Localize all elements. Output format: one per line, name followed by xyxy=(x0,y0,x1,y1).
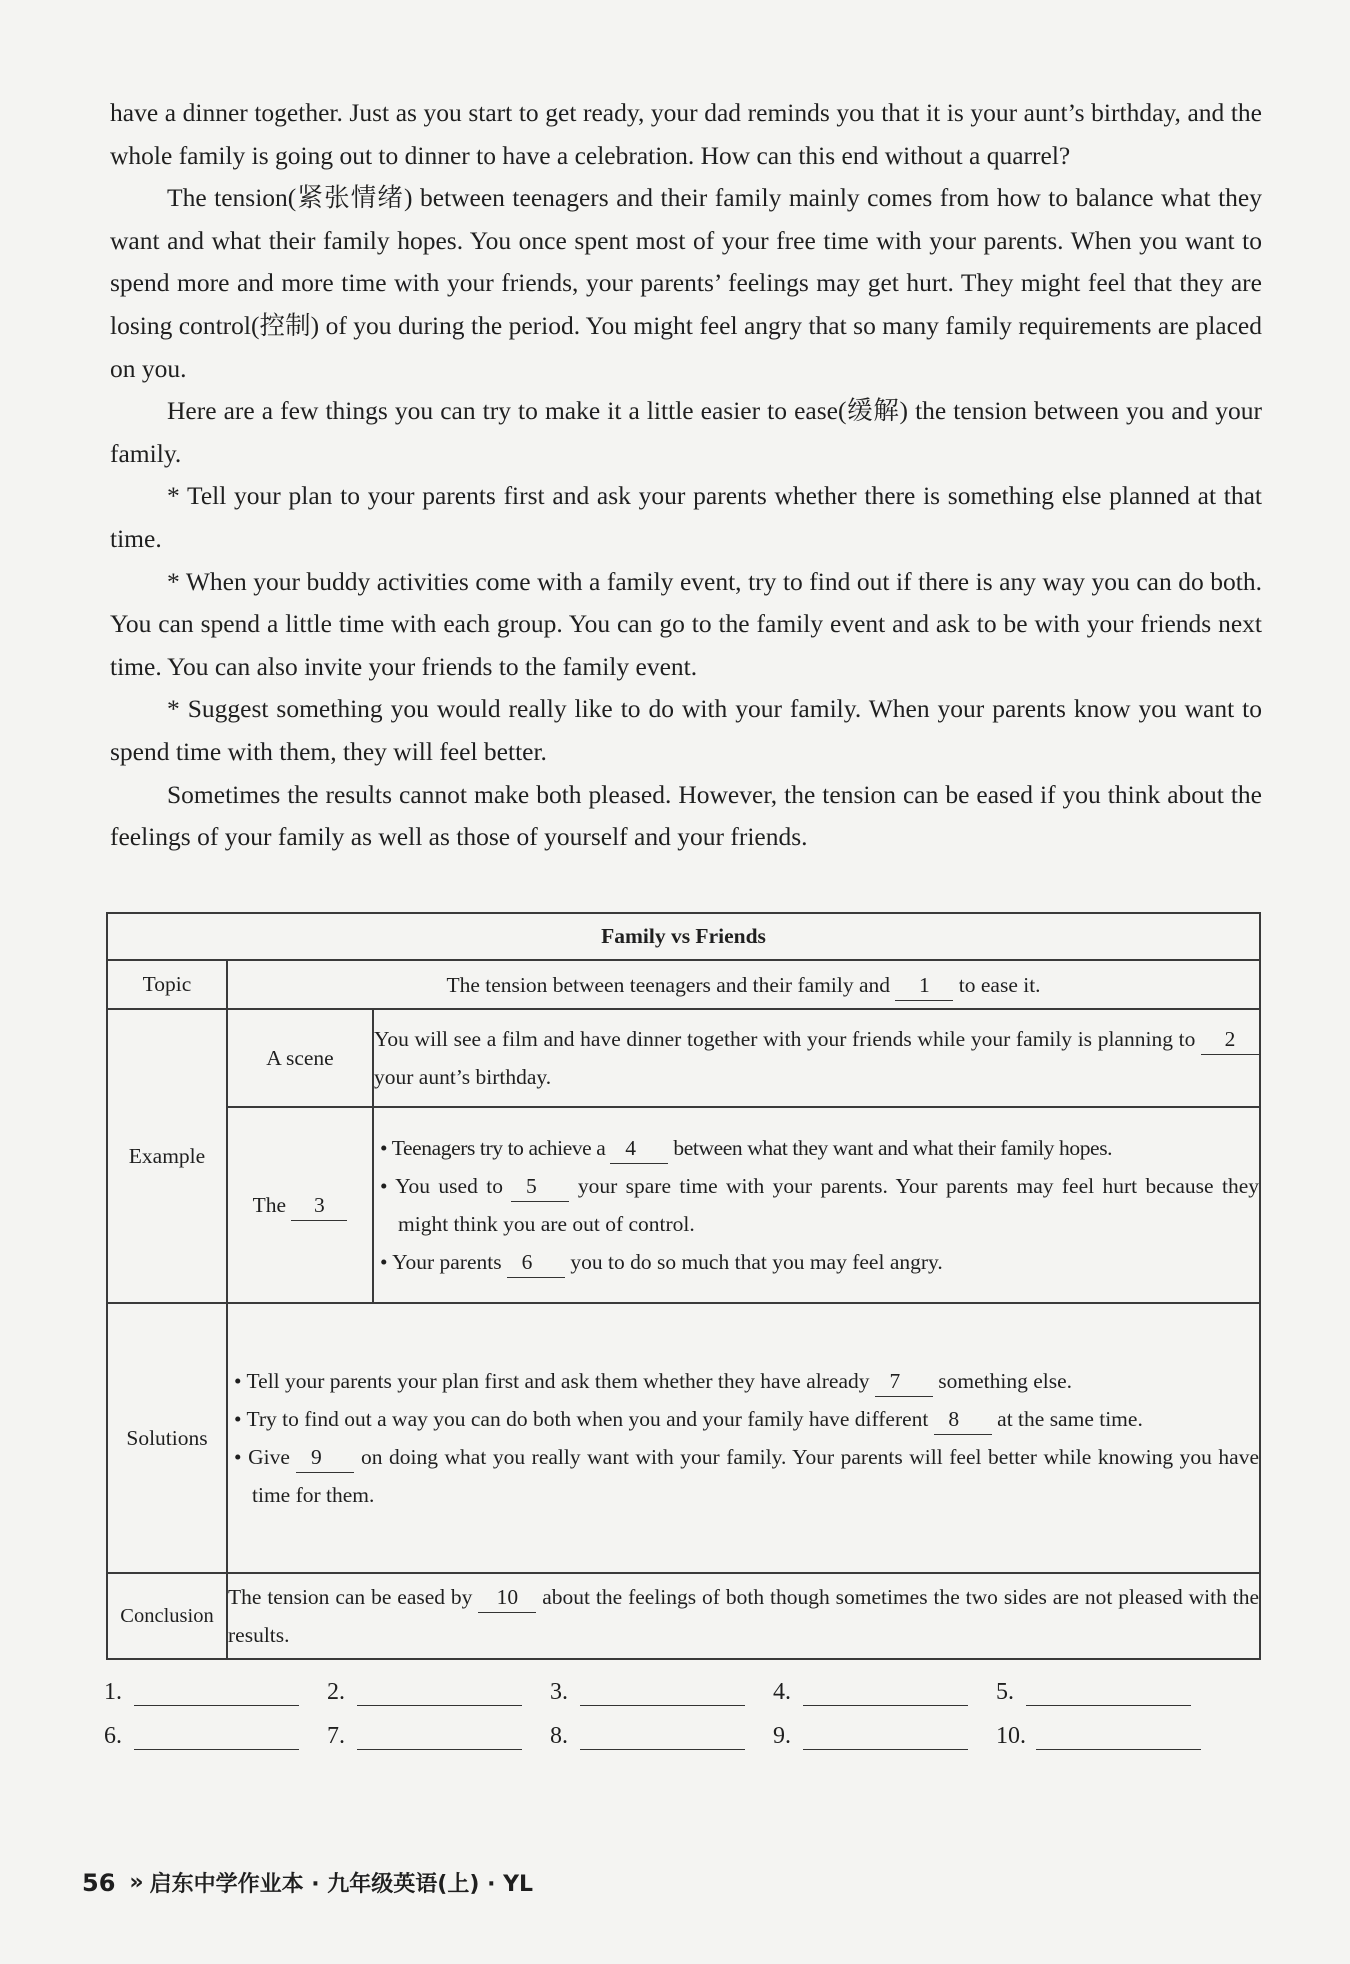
blank-1[interactable]: 1 xyxy=(895,970,953,1001)
bullet-item: • Your parents 6 you to do so much that you may feel angry. xyxy=(374,1243,1259,1281)
blank-6[interactable]: 6 xyxy=(507,1247,565,1278)
blank-9[interactable]: 9 xyxy=(296,1442,354,1473)
passage-paragraph: have a dinner together. Just as you start to get ready, your dad reminds you that it is your aunt’s birthday, and the whole family is going out to dinner to have a celebration. How can this end without a quarrel? xyxy=(110,98,1262,170)
topic-label: Topic xyxy=(107,960,227,1009)
answer-lines xyxy=(104,1662,1264,1750)
bullet-item: • Tell your parents your plan first and ask them whether they have already 7 something else. xyxy=(228,1362,1259,1400)
answer-line-8[interactable] xyxy=(580,1723,745,1750)
answer-line-5[interactable] xyxy=(1026,1679,1191,1706)
answer-slot: 10. xyxy=(996,1706,1219,1750)
bullet-item: • You used to 5 your spare time with your parents. Your parents may feel hurt because they might think you are out of control. xyxy=(374,1167,1259,1243)
blank-10[interactable]: 10 xyxy=(478,1582,536,1613)
answer-line-7[interactable] xyxy=(357,1723,522,1750)
scene-label: A scene xyxy=(227,1009,373,1107)
bullet-item: • Give 9 on doing what you really want with your family. Your parents will feel better while knowing you have time for them. xyxy=(228,1438,1259,1514)
blank-4[interactable]: 4 xyxy=(610,1133,668,1164)
answer-slot: 7. xyxy=(327,1706,550,1750)
passage-tip: * When your buddy activities come with a family event, try to find out if there is any way you can do both. You can spend a little time with each group. You can go to the family event and ask to be with your friends next time. You can also invite your friends to the family event. xyxy=(110,566,1262,681)
solutions-content xyxy=(227,1303,1260,1573)
answer-line-2[interactable] xyxy=(357,1679,522,1706)
answer-row xyxy=(104,1706,1264,1750)
reading-passage xyxy=(110,92,1262,859)
solutions-label: Solutions xyxy=(107,1303,227,1573)
book-title: 启东中学作业本 · 九年级英语(上) · YL xyxy=(149,1872,534,1897)
answer-slot: 2. xyxy=(327,1662,550,1706)
bullet-item: • Try to find out a way you can do both when you and your family have different 8 at the same time. xyxy=(228,1400,1259,1438)
answer-slot: 3. xyxy=(550,1662,773,1706)
answer-line-9[interactable] xyxy=(803,1723,968,1750)
topic-content: The tension between teenagers and their family and 1 to ease it. xyxy=(227,960,1260,1009)
scene-content: You will see a film and have dinner together with your friends while your family is planning to 2 your aunt’s birthday. xyxy=(373,1009,1260,1107)
bullet-item: • Teenagers try to achieve a 4 between what they want and what their family hopes. xyxy=(374,1129,1259,1167)
blank-2[interactable]: 2 xyxy=(1201,1024,1259,1055)
conclusion-content: The tension can be eased by 10 about the feelings of both though sometimes the two sides are not pleased with the results. xyxy=(227,1573,1260,1659)
answer-slot: 8. xyxy=(550,1706,773,1750)
conclusion-label: Conclusion xyxy=(107,1573,227,1659)
passage-paragraph: Here are a few things you can try to make it a little easier to ease(缓解) the tension between you and your family. xyxy=(110,396,1262,468)
example-label: Example xyxy=(107,1009,227,1303)
passage-tip: * Tell your plan to your parents first and ask your parents whether there is something else planned at that time. xyxy=(110,481,1262,553)
table-title: Family vs Friends xyxy=(107,913,1260,960)
answer-slot: 9. xyxy=(773,1706,996,1750)
answer-line-3[interactable] xyxy=(580,1679,745,1706)
answer-slot: 5. xyxy=(996,1662,1219,1706)
page-footer xyxy=(82,1867,533,1898)
summary-table xyxy=(106,912,1261,1660)
page-number: 56 xyxy=(82,1868,116,1897)
blank-3[interactable]: 3 xyxy=(291,1190,347,1221)
answer-line-10[interactable] xyxy=(1036,1723,1201,1750)
the-3-label: The 3 xyxy=(227,1107,373,1303)
answer-line-4[interactable] xyxy=(803,1679,968,1706)
chevron-right-icon: » xyxy=(129,1870,140,1895)
blank-8[interactable]: 8 xyxy=(934,1404,992,1435)
answer-line-1[interactable] xyxy=(134,1679,299,1706)
answer-slot: 1. xyxy=(104,1662,327,1706)
answer-row xyxy=(104,1662,1264,1706)
blank-7[interactable]: 7 xyxy=(875,1366,933,1397)
answer-slot: 4. xyxy=(773,1662,996,1706)
example-bullets xyxy=(373,1107,1260,1303)
passage-paragraph: The tension(紧张情绪) between teenagers and their family mainly comes from how to balance what they want and what their family hopes. You once spent most of your free time with your parents. When you want to spend more and more time with your friends, your parents’ feelings may get hurt. They might feel that they are losing control(控制) of you during the period. You might feel angry that so many family requirements are placed on you. xyxy=(110,183,1262,383)
blank-5[interactable]: 5 xyxy=(511,1171,569,1202)
answer-slot: 6. xyxy=(104,1706,327,1750)
answer-line-6[interactable] xyxy=(134,1723,299,1750)
passage-tip: * Suggest something you would really like to do with your family. When your parents know you want to spend time with them, they will feel better. xyxy=(110,694,1262,766)
passage-paragraph: Sometimes the results cannot make both pleased. However, the tension can be eased if you think about the feelings of your family as well as those of yourself and your friends. xyxy=(110,779,1262,852)
